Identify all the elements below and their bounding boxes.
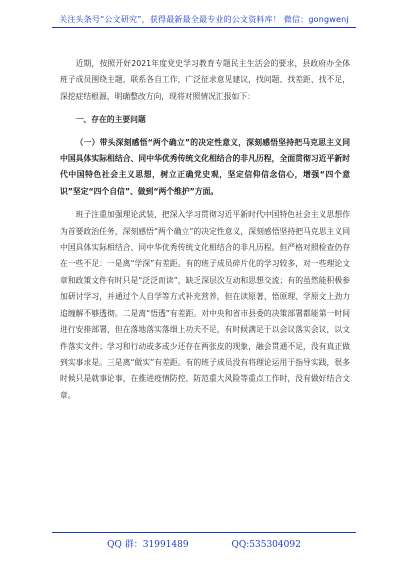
body-paragraph: 班子注重加强理论武装，把深入学习贯彻习近平新时代中国特色社会主义思想作为首要政治任务，深刻感悟“两个确立”的决定性意义，深刻感悟坚持把马克思主义同中国具体实际相结合、同中华优秀传统文化相结合的非凡历程。但严格对照检查仍存在一些不足：一是离“学深”有差距。有的班子成员碎片化的学习较多，对一些理论文章和政策文件有时只是“泛泛而读”，缺乏深层次互动和思想交流；有的虽然能积极参加研讨学习，并通过个人自学等方式补充营养，但在读原著、悟原理、学原文上劲力追缠解不够透彻。二是离“悟透”有差距。对中央和省市县委的决策部署都能第一时间进行安排部署，但在落地落实落细上功夫不足，有时候满足于以会议落实会议，以文件落实文件；学习和行动或多或少还存在两张皮的现象，融会贯通不足，没有真正做到实事求是。三是离“做实”有差距。有的班子成员没有将理论运用于指导实践，很多时候只是就事论事，在推进疫情防控、防范重大风险等重点工作时，没有做好结合文章。 [60, 210, 350, 400]
subheading: （一）带头深刻感悟“两个确立”的决定性意义，深刻感悟坚持把马克思主义同中国具体实际相结合、同中华优秀传统文化相结合的非凡历程，全面贯彻习近平新时代中国特色社会主义思想，树立正确党史观，坚定信仰信念信心，增强“四个意识”坚定“四个自信”、做到“两个维护”方面。 [60, 137, 350, 196]
document-body [60, 56, 350, 411]
header-divider [52, 27, 356, 28]
section-heading: 一、存在的主要问题 [75, 115, 146, 125]
footer-divider [52, 532, 356, 533]
intro-paragraph: 近期，按照开好2021年度党史学习教育专题民主生活会的要求，县政府办全体班子成员围绕主题，联系各自工作，广泛征求意见建议，找问题、找差距、找不足，深挖症结根源，明确整改方向，现将对照情况汇报如下： [60, 59, 350, 101]
footer-qq-group: QQ 群：31991489 [107, 540, 189, 550]
header-promo-text: 关注头条号“公文研究”，获得最新最全最专业的公文资料库！ 微信：gongwenj [59, 15, 349, 24]
footer-qq: QQ:535304092 [231, 540, 301, 550]
footer [0, 537, 408, 550]
